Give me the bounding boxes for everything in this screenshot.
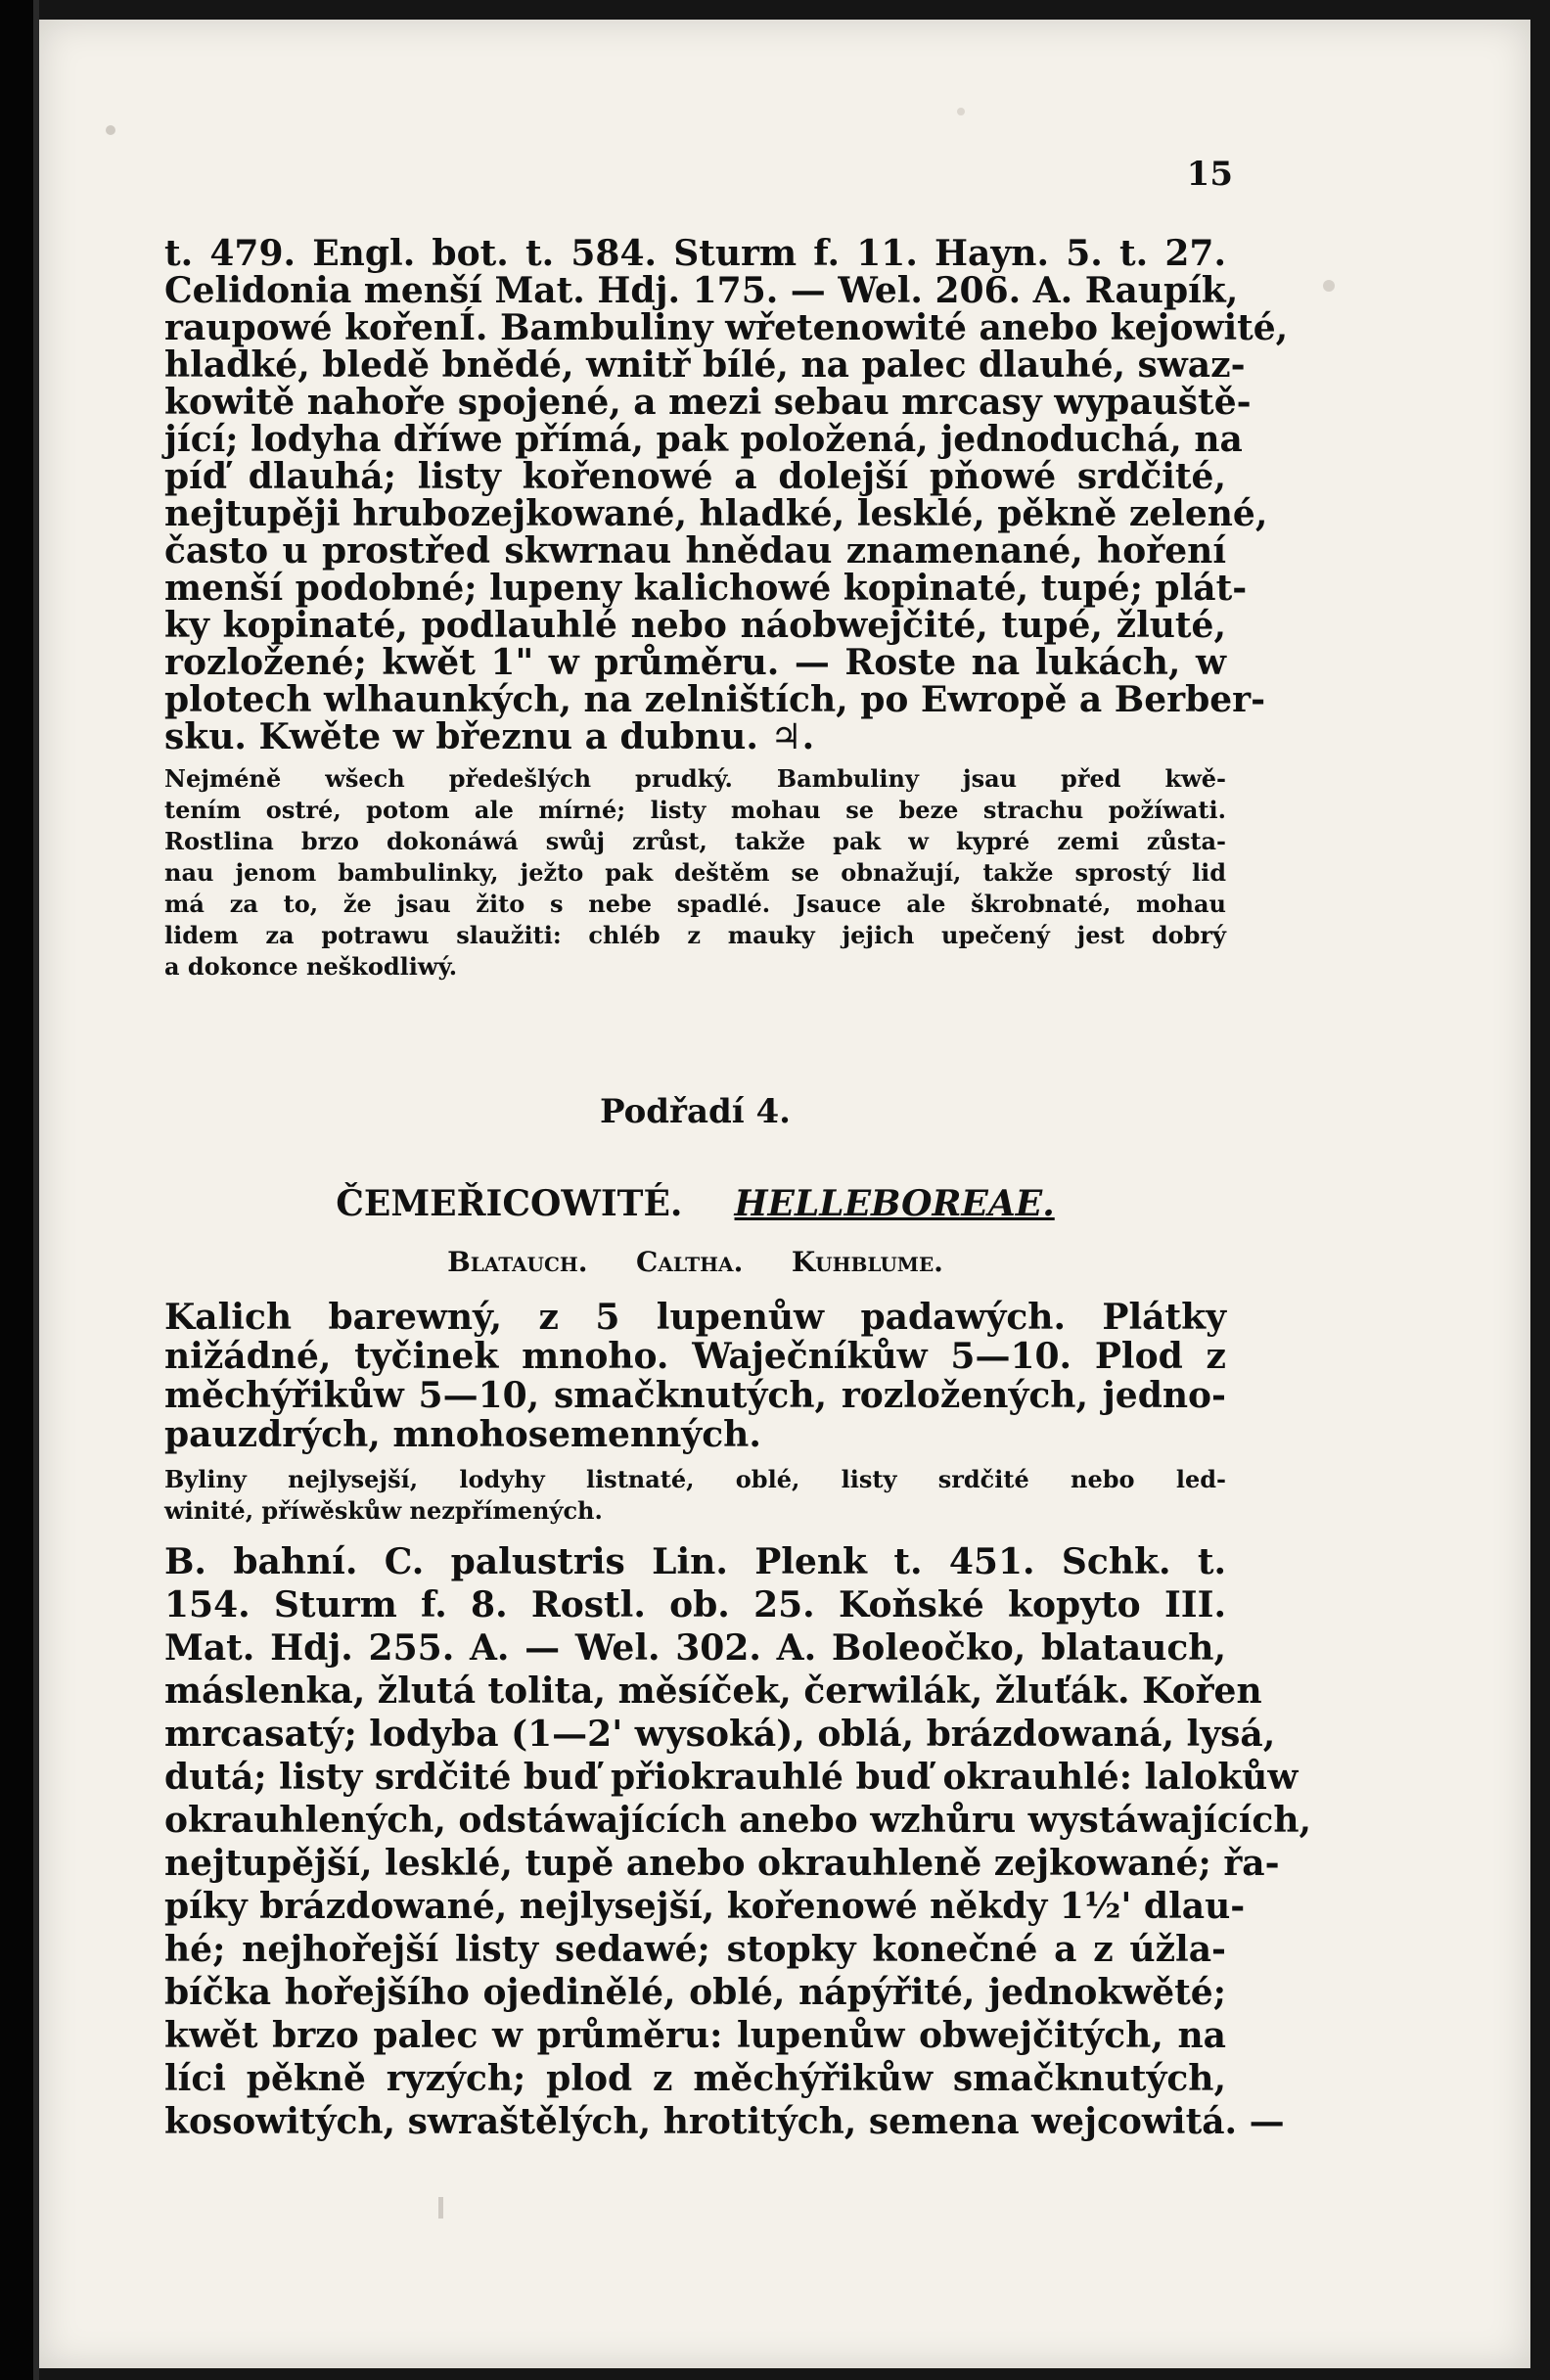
text-line: píky brázdowané, nejlysejší, kořenowé někdy 1½' dlau- bbox=[164, 1886, 1246, 1927]
text-line: bíčka hořejšího ojedinělé, oblé, nápýřité, jednokwěté; bbox=[164, 1972, 1226, 2013]
note-line: a dokonce neškodliwý. bbox=[164, 952, 458, 981]
paper-spot bbox=[106, 125, 115, 135]
note-line: Byliny nejlysejší, lodyhy listnaté, oblé, listy srdčité nebo led- bbox=[164, 1465, 1226, 1493]
text-line: hé; nejhořejší listy sedawé; stopky konečné a z úžla- bbox=[164, 1929, 1226, 1970]
family-heading bbox=[164, 1182, 1226, 1225]
text-line: píď dlauhá; listy kořenowé a dolejší pňowé srdčité, bbox=[164, 456, 1226, 497]
text-line: Mat. Hdj. 255. A. — Wel. 302. A. Boleočko, blatauch, bbox=[164, 1627, 1226, 1669]
note-line: Nejméně wšech předešlých prudký. Bambuliny jsau před kwě- bbox=[164, 764, 1226, 793]
text-line: 154. Sturm f. 8. Rostl. ob. 25. Koňské kopyto III. bbox=[164, 1584, 1226, 1625]
text-line: často u prostřed skwrnau hnědau znamenané, hoření bbox=[164, 530, 1226, 572]
text-line: dutá; listy srdčité buď přiokrauhlé buď okrauhlé: lalokůw bbox=[164, 1757, 1299, 1798]
text-line: okrauhlených, odstáwajících anebo wzhůru wystáwajících, bbox=[164, 1800, 1312, 1841]
family-latin-name: HELLEBOREAE. bbox=[734, 1183, 1055, 1224]
text-line: nejtupěji hrubozejkowané, hladké, lesklé, pěkně zelené, bbox=[164, 493, 1268, 534]
paper-spot bbox=[957, 108, 965, 115]
genus-heading bbox=[164, 1245, 1226, 1280]
text-line: mrcasatý; lodyba (1—2' wysoká), oblá, brázdowaná, lysá, bbox=[164, 1714, 1276, 1755]
note-line: má za to, že jsau žito s nebe spadlé. Jsauce ale škrobnaté, mohau bbox=[164, 890, 1226, 918]
paper-spot bbox=[1323, 280, 1335, 292]
section-order-heading: Podřadí 4. bbox=[599, 1092, 792, 1131]
genus-czech-name: Blatauch. bbox=[447, 1246, 588, 1278]
text-line: nižádné, tyčinek mnoho. Waječníkůw 5—10. Plod z bbox=[164, 1336, 1226, 1377]
text-line: rozložené; kwět 1" w průměru. — Roste na lukách, w bbox=[164, 642, 1226, 683]
text-line: raupowé kořenÍ. Bambuliny wřetenowité anebo kejowité, bbox=[164, 307, 1289, 348]
text-line: pauzdrých, mnohosemenných. bbox=[164, 1414, 761, 1455]
text-line: Celidonia menší Mat. Hdj. 175. — Wel. 206. A. Raupík, bbox=[164, 270, 1239, 311]
text-line: Kalich barewný, z 5 lupenůw padawých. Plátky bbox=[164, 1297, 1226, 1338]
text-line: menší podobné; lupeny kalichowé kopinaté, tupé; plát- bbox=[164, 568, 1248, 609]
text-line: nejtupější, lesklé, tupě anebo okrauhleně zejkowané; řa- bbox=[164, 1843, 1280, 1884]
paper-mark bbox=[438, 2197, 443, 2219]
text-line: plotech wlhaunkých, na zelništích, po Ewropě a Berber- bbox=[164, 679, 1266, 720]
text-line: kosowitých, swraštělých, hrotitých, semena wejcowitá. — bbox=[164, 2101, 1285, 2142]
text-line: sku. Kwěte w březnu a dubnu. ♃. bbox=[164, 716, 815, 757]
page-number: 15 bbox=[1186, 155, 1233, 194]
family-czech-name: ČEMEŘICOWITÉ. bbox=[336, 1183, 683, 1224]
text-line: máslenka, žlutá tolita, měsíček, čerwilák, žluťák. Kořen bbox=[164, 1671, 1262, 1712]
text-line: kowitě nahoře spojené, a mezi sebau mrcasy wypauště- bbox=[164, 382, 1252, 423]
text-line: hladké, bledě bnědé, wnitř bílé, na palec dlauhé, swaz- bbox=[164, 344, 1246, 386]
note-line: lidem za potrawu slaužiti: chléb z mauky jejich upečený jest dobrý bbox=[164, 921, 1226, 949]
scan-gutter bbox=[0, 0, 33, 2380]
genus-german-name: Kuhblume. bbox=[791, 1246, 943, 1278]
text-line: ky kopinaté, podlauhlé nebo náobwejčité, tupé, žluté, bbox=[164, 605, 1226, 646]
text-line: kwět brzo palec w průměru: lupenůw obwejčitých, na bbox=[164, 2015, 1226, 2056]
note-line: Rostlina brzo dokonáwá swůj zrůst, takže pak w kypré zemi zůsta- bbox=[164, 827, 1226, 855]
note-line: tením ostré, potom ale mírné; listy mohau se beze strachu požíwati. bbox=[164, 796, 1226, 824]
text-line: jící; lodyha dříwe přímá, pak položená, jednoduchá, na bbox=[164, 419, 1243, 460]
text-line: B. bahní. C. palustris Lin. Plenk t. 451. Schk. t. bbox=[164, 1541, 1226, 1582]
genus-latin-name: Caltha. bbox=[636, 1246, 744, 1278]
note-line: nau jenom bambulinky, ježto pak deštěm se obnažují, takže sprostý lid bbox=[164, 858, 1226, 887]
note-line: winité, příwěskůw nezpřímených. bbox=[164, 1496, 603, 1525]
text-line: líci pěkně ryzých; plod z měchýřikůw smačknutých, bbox=[164, 2058, 1226, 2099]
text-line: t. 479. Engl. bot. t. 584. Sturm f. 11. Hayn. 5. t. 27. bbox=[164, 233, 1226, 274]
text-line: měchýřikůw 5—10, smačknutých, rozložených, jedno- bbox=[164, 1375, 1226, 1416]
